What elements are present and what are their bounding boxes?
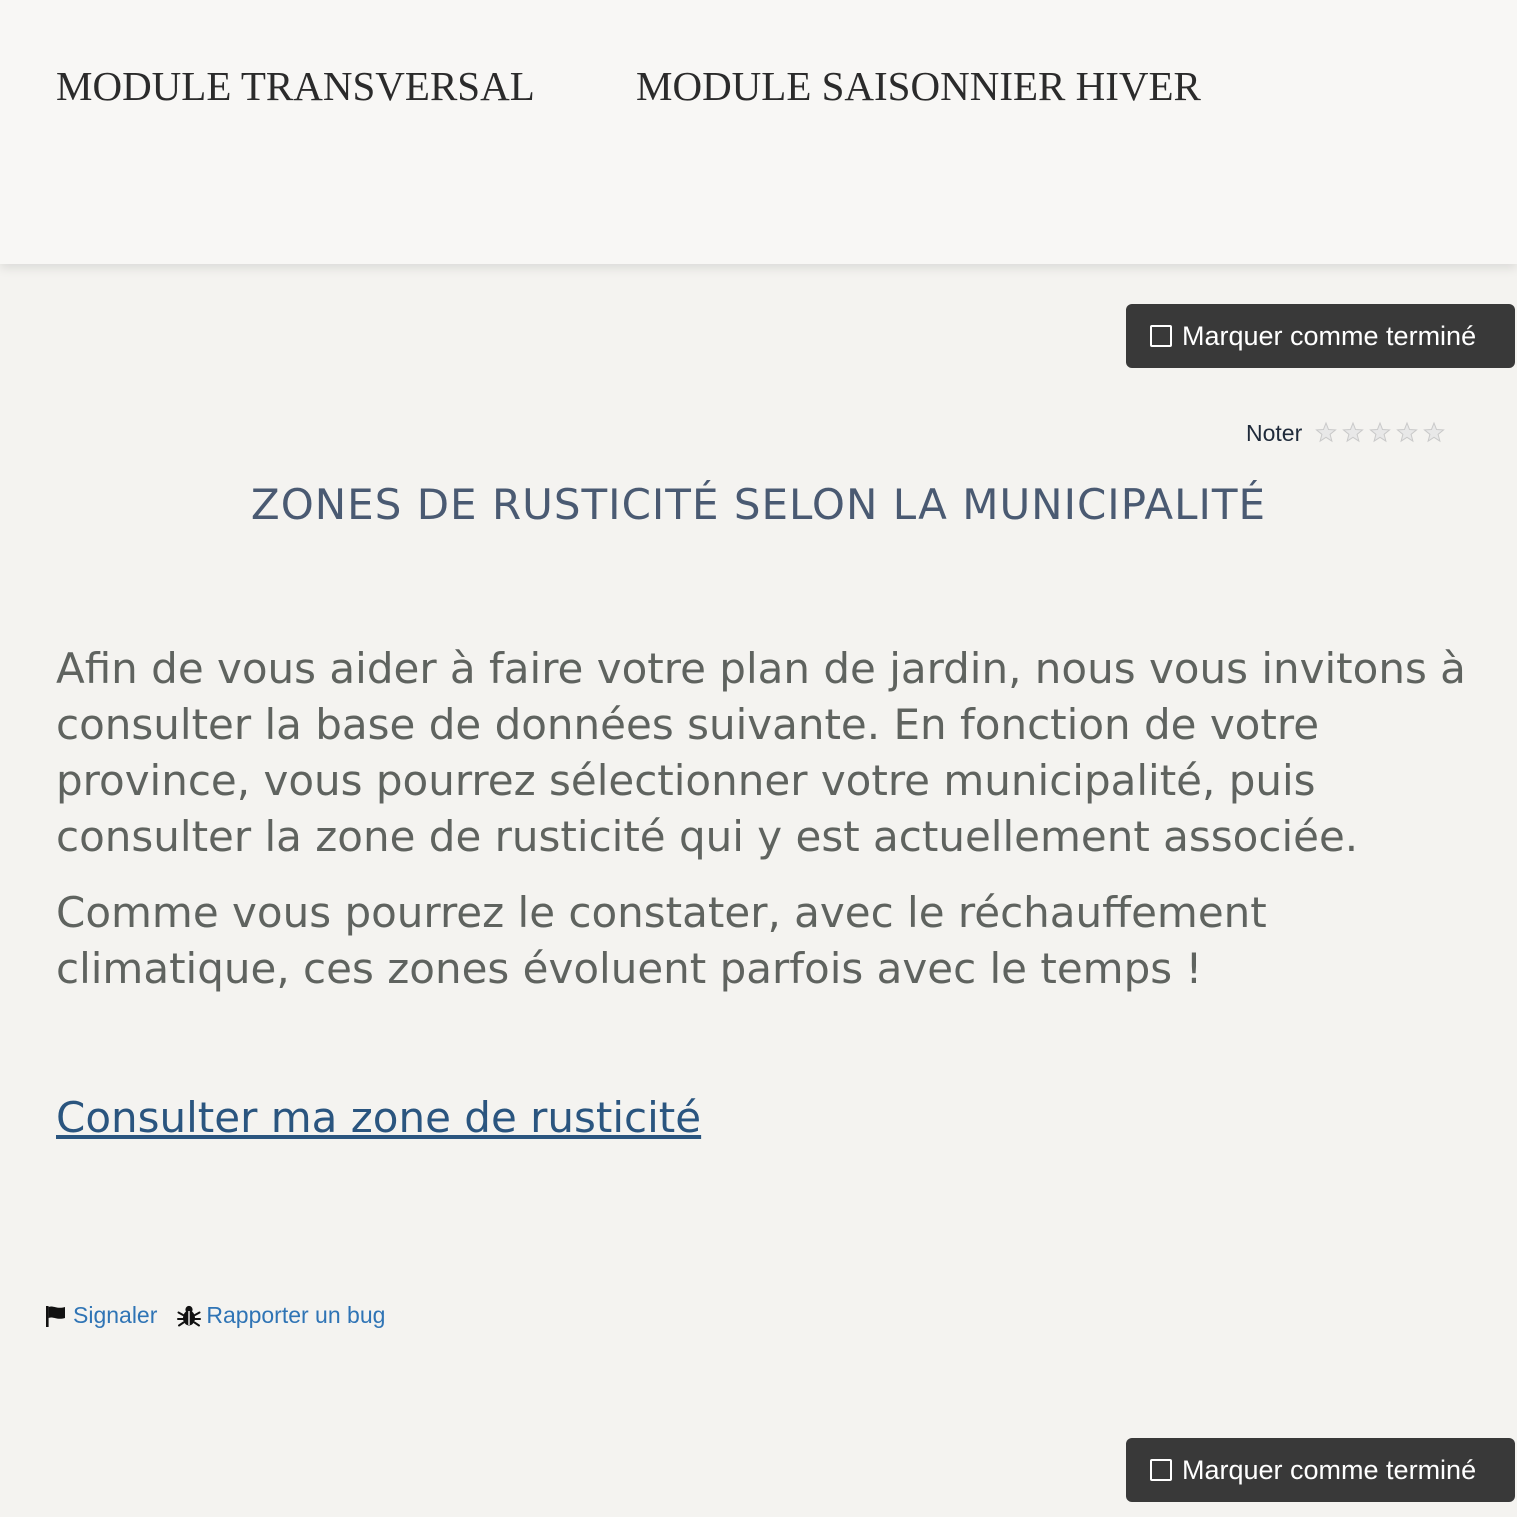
report-link[interactable] xyxy=(44,1302,157,1329)
mark-complete-label: Marquer comme terminé xyxy=(1182,320,1477,351)
rating-widget xyxy=(1246,420,1445,447)
star-icon[interactable] xyxy=(1342,421,1364,443)
star-icon[interactable] xyxy=(1315,421,1337,443)
star-icon[interactable] xyxy=(1396,421,1418,443)
consult-zone-link[interactable]: Consulter ma zone de rusticité xyxy=(56,1093,702,1142)
report-bug-link[interactable] xyxy=(177,1302,385,1329)
mark-complete-button-top[interactable] xyxy=(1126,304,1515,368)
report-bug-label: Rapporter un bug xyxy=(206,1302,386,1328)
star-icon[interactable] xyxy=(1369,421,1391,443)
climate-paragraph: Comme vous pourrez le constater, avec le réchauffement climatique, ces zones évoluent parfois avec le temps ! xyxy=(56,888,1267,993)
top-navigation-bar xyxy=(0,0,1517,264)
rating-stars xyxy=(1310,421,1445,447)
mark-complete-button-bottom[interactable] xyxy=(1126,1438,1515,1502)
checkbox-icon xyxy=(1150,1459,1172,1481)
star-icon[interactable] xyxy=(1423,421,1445,443)
page-title: ZONES DE RUSTICITÉ SELON LA MUNICIPALITÉ xyxy=(250,480,1267,529)
nav-module-saisonnier-hiver[interactable]: MODULE SAISONNIER HIVER xyxy=(636,63,1201,109)
mark-complete-label: Marquer comme terminé xyxy=(1182,1454,1477,1485)
intro-paragraph: Afin de vous aider à faire votre plan de jardin, nous vous invitons à consulter la base de données suivante. En fonction de votre province, vous pourrez sélectionner votre municipalité, puis consulter la zone de rusticité qui y est actuellement associée. xyxy=(56,644,1466,861)
footer-links xyxy=(44,1302,385,1329)
report-label: Signaler xyxy=(73,1302,158,1328)
rating-label: Noter xyxy=(1246,420,1303,446)
bug-icon xyxy=(177,1304,201,1328)
nav-module-transversal[interactable]: MODULE TRANSVERSAL xyxy=(56,63,535,109)
flag-icon xyxy=(44,1304,68,1328)
checkbox-icon xyxy=(1150,325,1172,347)
